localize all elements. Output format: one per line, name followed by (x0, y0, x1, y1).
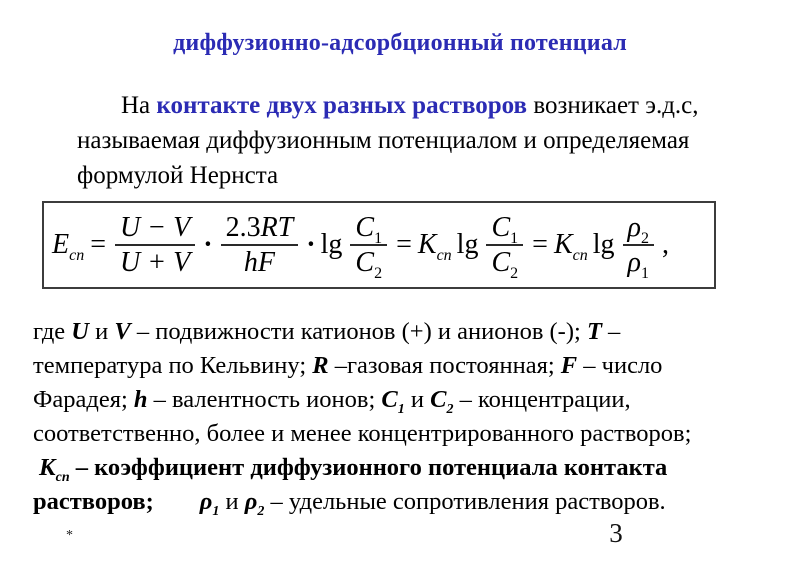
lg-operator: lg (456, 229, 479, 260)
equals-sign: = (532, 229, 548, 260)
var-R: R (312, 352, 329, 379)
var-rho2: $\rho_2$ (244, 488, 265, 519)
intro-highlight: контакте двух разных растворов (156, 92, 528, 119)
var-h: h (133, 386, 148, 413)
nernst-formula (52, 211, 669, 282)
multiplication-dot: · (203, 229, 213, 260)
K-term: $K_{сп}$ (553, 229, 588, 264)
var-T: T (586, 318, 602, 345)
intro-text: возникает э.д.с, (527, 92, 699, 119)
definitions-line-4: соответственно, более и менее концентрированного растворов; (33, 420, 692, 447)
lg-operator: lg (592, 229, 615, 260)
fraction-rt-hf: $\frac{2.3RT}{hF}$ (221, 212, 299, 279)
equals-sign: = (90, 229, 107, 260)
var-rho1: $\rho_1$ (199, 488, 220, 519)
var-C1: $C_1$ (381, 386, 405, 417)
fraction-c1-c2: $\frac{C_1}{C_2}$ (486, 212, 523, 279)
definitions-line-1: где U и V – подвижности катионов (+) и анионов (-); T – (33, 318, 621, 345)
fraction-c1-c2: $\frac{C_1}{C_2}$ (350, 212, 387, 279)
intro-line-3: формулой Нернста (77, 162, 279, 189)
definitions-line-2: температура по Кельвину; R –газовая постоянная; F – число (33, 352, 663, 379)
fraction-rho2-rho1: $\frac{\rho_2}{\rho_1}$ (623, 212, 654, 279)
definitions-paragraph (33, 315, 778, 519)
formula-box (42, 201, 716, 289)
intro-line-1 (77, 88, 725, 123)
var-Ksp: $К_{сп}$ (39, 454, 70, 485)
definitions-line-5: $К_{сп}$ – коэффициент диффузионного потенциала контакта (39, 454, 668, 485)
page-number: 3 (609, 518, 623, 548)
slide-title: диффузионно-адсорбционный потенциал (173, 30, 627, 56)
var-U: U (71, 318, 89, 345)
var-V: V (114, 318, 131, 345)
intro-paragraph (77, 88, 725, 193)
intro-text: На (121, 92, 157, 119)
E-term: $E_{сп}$ (52, 229, 85, 264)
fraction-mobility: $\frac{U - V}{U + V}$ (115, 212, 195, 279)
definitions-line-3: Фарадея; h – валентность ионов; $C_1$ и $C_2$ – концентрации, (33, 386, 631, 417)
var-F: F (560, 352, 578, 379)
intro-line-2: называемая диффузионным потенциалом и определяемая (77, 127, 690, 154)
formula-comma: , (661, 229, 669, 260)
var-C2: $C_2$ (430, 386, 454, 417)
lg-operator: lg (320, 229, 343, 260)
multiplication-dot: · (306, 229, 316, 260)
K-term: $K_{сп}$ (417, 229, 452, 264)
definitions-line-6: растворов; $\rho_1$ и $\rho_2$ – удельные сопротивления растворов. (33, 488, 666, 519)
equals-sign: = (396, 229, 412, 260)
footnote-marker: * (66, 528, 73, 543)
